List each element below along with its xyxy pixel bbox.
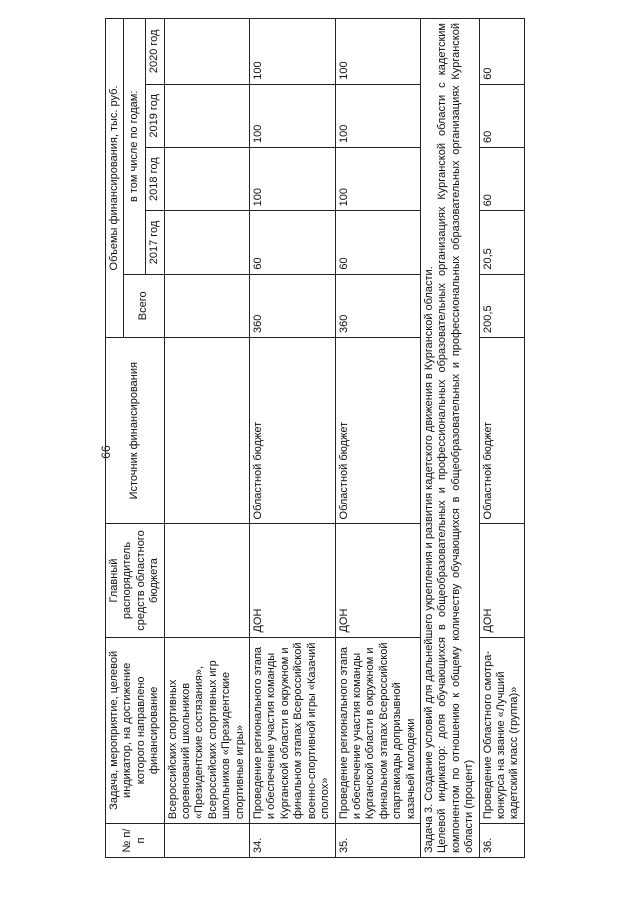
header-year-2020: 2020 год [146, 19, 164, 85]
cell-2020: 60 [479, 19, 524, 85]
cell-total [164, 274, 249, 337]
cell-admin: ДОН [335, 524, 420, 637]
cell-num: 34. [250, 824, 335, 858]
cell-activity: Проведение регионального этапа и обеспечение участия команды Курганской области в окружном и финальном этапах Всероссийской спартакиады допризывной казачьей молодежи [335, 637, 420, 824]
cell-2017: 20,5 [479, 211, 524, 274]
cell-source: Областной бюджет [250, 337, 335, 524]
task-row [420, 19, 479, 858]
cell-2020: 100 [250, 19, 335, 85]
header-task: Задача, мероприятие, целевой индикатор, на достижение которого направлено финансирование [106, 637, 165, 824]
cell-2018: 100 [250, 148, 335, 211]
table-row-continuation [164, 19, 249, 858]
cell-2018 [164, 148, 249, 211]
header-year-2018: 2018 год [146, 148, 164, 211]
cell-total: 360 [335, 274, 420, 337]
table-row [479, 19, 524, 858]
cell-admin: ДОН [479, 524, 524, 637]
cell-activity: Всероссийских спортивных соревнований школьников «Президентские состязания», Всероссийских спортивных игр школьников «Президентские спортивные игры» [164, 637, 249, 824]
table-row [250, 19, 335, 858]
cell-2019: 100 [250, 84, 335, 147]
cell-num: 35. [335, 824, 420, 858]
cell-2017: 60 [250, 211, 335, 274]
table-row [335, 19, 420, 858]
cell-source: Областной бюджет [479, 337, 524, 524]
header-year-2019: 2019 год [146, 84, 164, 147]
cell-source: Областной бюджет [335, 337, 420, 524]
cell-source [164, 337, 249, 524]
header-volumes: Объемы финансирования, тыс. руб. [106, 19, 124, 338]
cell-2020 [164, 19, 249, 85]
cell-2018: 60 [479, 148, 524, 211]
cell-2019: 100 [335, 84, 420, 147]
cell-admin: ДОН [250, 524, 335, 637]
rotated-page [105, 18, 625, 858]
financing-table [105, 18, 525, 858]
task-text: Задача 3. Создание условий для дальнейшего укрепления и развития кадетского движения в Курганской области. [422, 266, 435, 853]
cell-activity: Проведение регионального этапа и обеспечение участия команды Курганской области в окружном и финальном этапах Всероссийской военно-спортивной игры «Казачий сполох» [250, 637, 335, 824]
task-cell [420, 19, 479, 858]
header-source: Источник финансирования [106, 337, 165, 524]
cell-2018: 100 [335, 148, 420, 211]
header-admin: Главный распорядитель средств областного бюджета [106, 524, 165, 637]
cell-num: 36. [479, 824, 524, 858]
cell-2017: 60 [335, 211, 420, 274]
cell-activity: Проведение Областного смотра-конкурса на звание «Лучший кадетский класс (группа)» [479, 637, 524, 824]
cell-2019 [164, 84, 249, 147]
task-indicator: Целевой индикатор: доля обучающихся в общеобразовательных и профессиональных образовательных организациях Курганской области с кадетским компонентом по отношению к общему количеству обучающихся в общеобразовательных и профессиональных образовательных организациях Курганской области (процент) [436, 23, 476, 853]
cell-2017 [164, 211, 249, 274]
header-num: № п/п [106, 824, 165, 858]
header-by-years: в том числе по годам: [124, 19, 146, 275]
cell-num [164, 824, 249, 858]
page-number: 66 [99, 445, 113, 459]
header-year-2017: 2017 год [146, 211, 164, 274]
cell-total: 200,5 [479, 274, 524, 337]
cell-2020: 100 [335, 19, 420, 85]
header-total: Всего [124, 274, 164, 337]
cell-2019: 60 [479, 84, 524, 147]
cell-admin [164, 524, 249, 637]
cell-total: 360 [250, 274, 335, 337]
